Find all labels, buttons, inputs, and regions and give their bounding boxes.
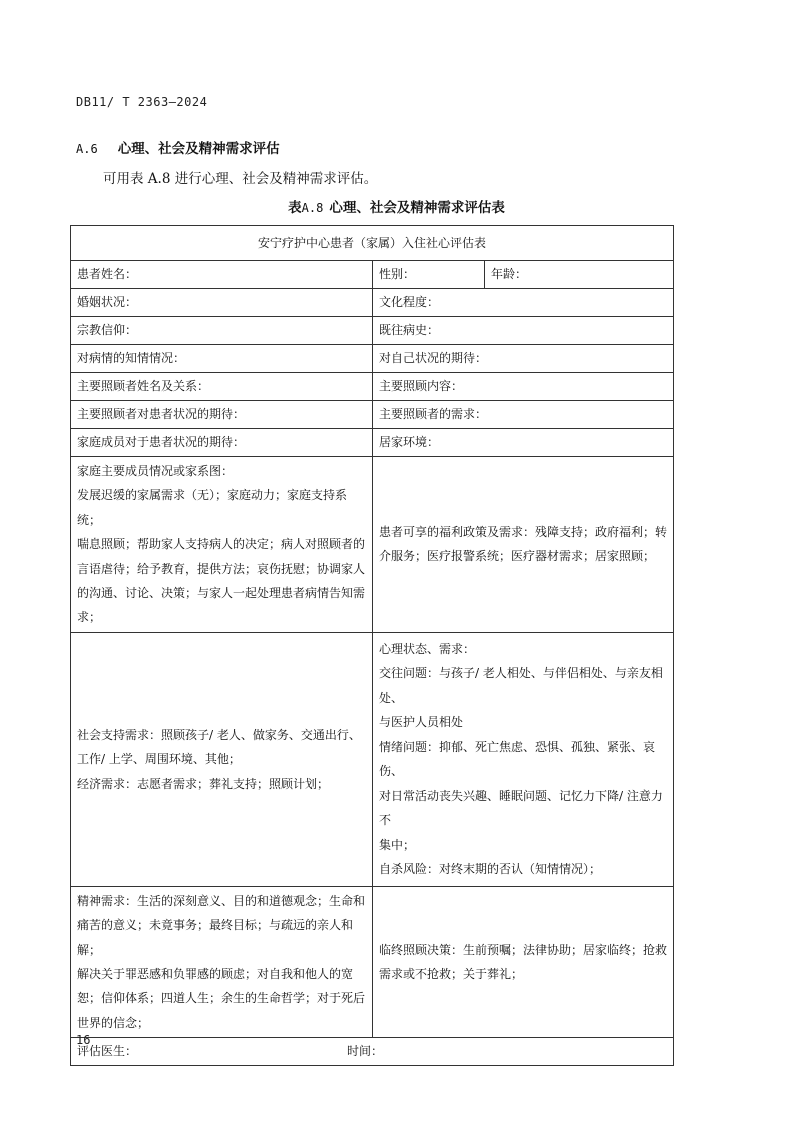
education-field[interactable]: 文化程度： bbox=[373, 289, 674, 317]
document-code: DB11/ T 2363—2024 bbox=[76, 95, 208, 109]
text-line: 自杀风险：对终末期的否认（知情情况）； bbox=[379, 862, 602, 877]
evaluator-row bbox=[71, 1038, 674, 1066]
text-line: 言语虐待；给予教育，提供方法；哀伤抚慰；协调家人 bbox=[77, 561, 366, 576]
text-line: 解决关于罪恶感和负罪感的顾虑；对自我和他人的宽 bbox=[77, 967, 354, 982]
illness-awareness-field[interactable]: 对病情的知情情况： bbox=[71, 345, 373, 373]
text-line: 社会支持需求：照顾孩子/ 老人、做家务、交通出行、 bbox=[77, 727, 361, 742]
marital-status-field[interactable]: 婚姻状况： bbox=[71, 289, 373, 317]
end-of-life-decision-block[interactable] bbox=[373, 886, 674, 1037]
table-caption-title: 心理、社会及精神需求评估表 bbox=[329, 200, 505, 216]
text-line: 心理状态、需求： bbox=[379, 641, 476, 656]
text-line: 集中； bbox=[379, 837, 416, 852]
psychological-state-block[interactable] bbox=[373, 632, 674, 886]
caregiver-name-field[interactable]: 主要照顾者姓名及关系： bbox=[71, 373, 373, 401]
text-line: 求； bbox=[77, 610, 102, 625]
home-environment-field[interactable]: 居家环境： bbox=[373, 429, 674, 457]
text-line: 经济需求：志愿者需求；葬礼支持；照顾计划； bbox=[77, 776, 330, 791]
text-line: 临终照顾决策：生前预嘱；法律协助；居家临终；抢救 bbox=[379, 942, 668, 957]
text-line: 精神需求：生活的深刻意义、目的和道德观念；生命和 bbox=[77, 893, 366, 908]
text-line: 需求或不抢救；关于葬礼； bbox=[379, 967, 524, 982]
text-line: 情绪问题：抑郁、死亡焦虑、恐惧、孤独、紧张、哀伤、 bbox=[379, 739, 656, 779]
assessment-form-table bbox=[70, 225, 674, 1066]
text-line: 世界的信念； bbox=[77, 1015, 150, 1030]
caregiver-expectation-field[interactable]: 主要照顾者对患者状况的期待： bbox=[71, 401, 373, 429]
time-field[interactable]: 时间： bbox=[347, 1044, 384, 1059]
spiritual-needs-block[interactable] bbox=[71, 886, 373, 1037]
evaluator-field[interactable]: 评估医生： bbox=[77, 1044, 138, 1059]
text-line: 恕；信仰体系；四道人生；余生的生命哲学；对于死后 bbox=[77, 991, 366, 1006]
family-expectation-field[interactable]: 家庭成员对于患者状况的期待： bbox=[71, 429, 373, 457]
social-support-block[interactable] bbox=[71, 632, 373, 886]
text-line: 家庭主要成员情况或家系图： bbox=[77, 464, 234, 478]
text-line: 与医护人员相处 bbox=[379, 715, 464, 730]
religion-field[interactable]: 宗教信仰： bbox=[71, 317, 373, 345]
text-line: 发展迟缓的家属需求（无）；家庭动力；家庭支持系统； bbox=[77, 488, 348, 527]
text-line: 交往问题：与孩子/ 老人相处、与伴侣相处、与亲友相处、 bbox=[379, 666, 663, 705]
care-content-field[interactable]: 主要照顾内容： bbox=[373, 373, 674, 401]
self-expectation-field[interactable]: 对自己状况的期待： bbox=[373, 345, 674, 373]
caregiver-needs-field[interactable]: 主要照顾者的需求： bbox=[373, 401, 674, 429]
text-line: 工作/ 上学、周围环境、其他； bbox=[77, 752, 241, 767]
text-line: 患者可享的福利政策及需求：残障支持；政府福利；转 bbox=[379, 525, 668, 540]
text-line: 喘息照顾；帮助家人支持病人的决定；病人对照顾者的 bbox=[77, 537, 366, 552]
family-members-block[interactable] bbox=[71, 457, 373, 633]
welfare-policy-block[interactable] bbox=[373, 457, 674, 633]
gender-field[interactable]: 性别： bbox=[373, 261, 485, 289]
age-field[interactable]: 年龄： bbox=[485, 261, 674, 289]
text-line: 的沟通、讨论、决策；与家人一起处理患者病情告知需 bbox=[77, 586, 366, 601]
patient-name-field[interactable]: 患者姓名： bbox=[71, 261, 373, 289]
text-line: 痛苦的意义；未竟事务；最终目标；与疏远的亲人和解； bbox=[77, 918, 354, 957]
text-line: 介服务；医疗报警系统；医疗器材需求；居家照顾； bbox=[379, 549, 656, 564]
medical-history-field[interactable]: 既往病史： bbox=[373, 317, 674, 345]
form-title: 安宁疗护中心患者（家属）入住社心评估表 bbox=[71, 226, 674, 261]
page-number: 16 bbox=[76, 1033, 91, 1047]
section-title: 心理、社会及精神需求评估 bbox=[117, 141, 280, 157]
section-number: A.6 bbox=[76, 142, 98, 156]
section-heading bbox=[76, 137, 280, 157]
intro-paragraph: 可用表 A.8 进行心理、社会及精神需求评估。 bbox=[103, 171, 378, 187]
text-line: 对日常活动丧失兴趣、睡眠问题、记忆力下降/ 注意力不 bbox=[379, 788, 663, 828]
table-caption-prefix: 表 bbox=[288, 200, 302, 216]
table-caption bbox=[0, 196, 793, 216]
table-caption-number: A.8 bbox=[301, 201, 324, 215]
